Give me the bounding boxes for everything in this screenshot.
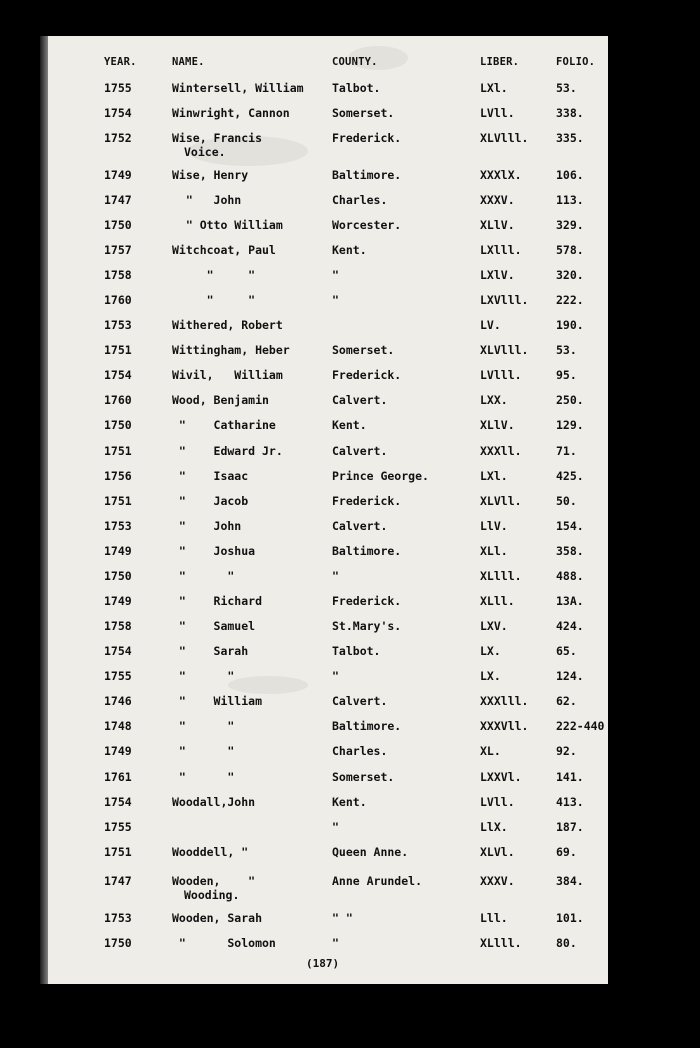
table-row: [48, 569, 608, 591]
cell-county: ": [332, 268, 339, 282]
table-row: [48, 268, 608, 290]
ledger-page: [48, 36, 608, 984]
cell-county: Calvert.: [332, 519, 388, 533]
cell-liber: LVll.: [480, 106, 515, 120]
cell-county: Frederick.: [332, 368, 402, 382]
cell-name: " ": [172, 569, 235, 583]
cell-folio: 141.: [556, 770, 584, 784]
header-county: COUNTY.: [332, 56, 378, 68]
cell-liber: XXXV.: [480, 193, 515, 207]
table-row: [48, 218, 608, 240]
cell-year: 1751: [104, 494, 132, 508]
cell-name: Woodall,John: [172, 795, 256, 809]
cell-folio: 187.: [556, 820, 584, 834]
table-row: [48, 845, 608, 867]
cell-county: Kent.: [332, 795, 367, 809]
cell-county: Baltimore.: [332, 544, 402, 558]
cell-folio: 413.: [556, 795, 584, 809]
cell-folio: 424.: [556, 619, 584, 633]
table-row: [48, 519, 608, 541]
cell-name: Wittingham, Heber: [172, 343, 290, 357]
cell-folio: 124.: [556, 669, 584, 683]
cell-name: " John: [172, 193, 242, 207]
cell-year: 1750: [104, 936, 132, 950]
cell-liber: XLll.: [480, 594, 515, 608]
cell-folio: 488.: [556, 569, 584, 583]
cell-folio: 80.: [556, 936, 577, 950]
cell-liber: XL.: [480, 744, 501, 758]
table-row: [48, 544, 608, 566]
cell-liber: Lll.: [480, 911, 508, 925]
cell-year: 1748: [104, 719, 132, 733]
cell-year: 1749: [104, 168, 132, 182]
table-row: [48, 193, 608, 215]
cell-folio: 129.: [556, 418, 584, 432]
cell-liber: LXlV.: [480, 268, 515, 282]
cell-name: Wise, Henry: [172, 168, 249, 182]
cell-year: 1760: [104, 293, 132, 307]
cell-liber: XLlV.: [480, 218, 515, 232]
cell-folio: 250.: [556, 393, 584, 407]
cell-county: St.Mary's.: [332, 619, 402, 633]
cell-name: " Solomon: [172, 936, 276, 950]
cell-name: Wooden, " Wooding.: [172, 874, 256, 902]
table-row: [48, 911, 608, 933]
cell-liber: LXX.: [480, 393, 508, 407]
cell-county: Calvert.: [332, 393, 388, 407]
cell-year: 1760: [104, 393, 132, 407]
cell-year: 1755: [104, 81, 132, 95]
cell-county: Somerset.: [332, 343, 395, 357]
cell-year: 1754: [104, 106, 132, 120]
cell-year: 1750: [104, 569, 132, 583]
cell-name: " Joshua: [172, 544, 256, 558]
cell-folio: 62.: [556, 694, 577, 708]
cell-name: " ": [172, 293, 256, 307]
cell-year: 1754: [104, 795, 132, 809]
cell-year: 1758: [104, 619, 132, 633]
cell-county: Talbot.: [332, 81, 381, 95]
cell-name: [172, 820, 184, 834]
cell-county: Baltimore.: [332, 719, 402, 733]
cell-name: " ": [172, 770, 235, 784]
table-row: [48, 594, 608, 616]
cell-year: 1751: [104, 845, 132, 859]
table-row: [48, 494, 608, 516]
cell-name: Wooden, Sarah: [172, 911, 263, 925]
cell-folio: 222-440: [556, 719, 605, 733]
cell-year: 1753: [104, 318, 132, 332]
cell-county: Kent.: [332, 243, 367, 257]
cell-year: 1758: [104, 268, 132, 282]
cell-folio: 69.: [556, 845, 577, 859]
cell-county: Somerset.: [332, 770, 395, 784]
cell-county: Talbot.: [332, 644, 381, 658]
cell-liber: XLVl.: [480, 845, 515, 859]
cell-liber: LX.: [480, 669, 501, 683]
table-row: [48, 874, 608, 902]
cell-liber: XLVll.: [480, 494, 522, 508]
cell-liber: XLlll.: [480, 936, 522, 950]
cell-year: 1750: [104, 218, 132, 232]
cell-county: Worcester.: [332, 218, 402, 232]
cell-liber: XLlll.: [480, 569, 522, 583]
cell-liber: LXlll.: [480, 243, 522, 257]
cell-liber: LX.: [480, 644, 501, 658]
cell-name: Wood, Benjamin: [172, 393, 269, 407]
cell-folio: 384.: [556, 874, 584, 888]
cell-folio: 190.: [556, 318, 584, 332]
cell-name: " ": [172, 744, 235, 758]
cell-county: Frederick.: [332, 594, 402, 608]
cell-name: " John: [172, 519, 242, 533]
header-folio: FOLIO.: [556, 56, 596, 68]
cell-folio: 329.: [556, 218, 584, 232]
cell-county: Frederick.: [332, 131, 402, 145]
cell-name: Witchcoat, Paul: [172, 243, 276, 257]
cell-liber: XLlV.: [480, 418, 515, 432]
cell-folio: 53.: [556, 343, 577, 357]
cell-liber: LXVlll.: [480, 293, 529, 307]
cell-folio: 95.: [556, 368, 577, 382]
cell-name: Wintersell, William: [172, 81, 304, 95]
cell-liber: XXXll.: [480, 444, 522, 458]
cell-name: " Catharine: [172, 418, 276, 432]
cell-folio: 71.: [556, 444, 577, 458]
cell-name: " Otto William: [172, 218, 283, 232]
cell-folio: 50.: [556, 494, 577, 508]
table-row: [48, 469, 608, 491]
table-row: [48, 444, 608, 466]
cell-folio: 106.: [556, 168, 584, 182]
cell-name: " Richard: [172, 594, 263, 608]
cell-name: Wise, Francis Voice.: [172, 131, 263, 159]
cell-folio: 101.: [556, 911, 584, 925]
cell-year: 1757: [104, 243, 132, 257]
cell-liber: XLl.: [480, 544, 508, 558]
cell-year: 1747: [104, 874, 132, 888]
cell-county: Prince George.: [332, 469, 429, 483]
cell-name: " Samuel: [172, 619, 256, 633]
cell-liber: LXV.: [480, 619, 508, 633]
cell-county: ": [332, 569, 339, 583]
cell-year: 1749: [104, 744, 132, 758]
cell-liber: XLVlll.: [480, 343, 529, 357]
cell-county: Queen Anne.: [332, 845, 409, 859]
table-row: [48, 770, 608, 792]
cell-liber: LXXVl.: [480, 770, 522, 784]
cell-liber: XXXlX.: [480, 168, 522, 182]
table-row: [48, 418, 608, 440]
cell-year: 1755: [104, 820, 132, 834]
table-row: [48, 318, 608, 340]
cell-year: 1747: [104, 193, 132, 207]
cell-year: 1761: [104, 770, 132, 784]
cell-folio: 358.: [556, 544, 584, 558]
table-row: [48, 293, 608, 315]
cell-name: Winwright, Cannon: [172, 106, 290, 120]
cell-year: 1753: [104, 519, 132, 533]
cell-name: " William: [172, 694, 263, 708]
header-name: NAME.: [172, 56, 205, 68]
cell-county: Charles.: [332, 744, 388, 758]
table-row: [48, 820, 608, 842]
cell-folio: 113.: [556, 193, 584, 207]
cell-folio: 578.: [556, 243, 584, 257]
table-row: [48, 719, 608, 741]
cell-liber: LVlll.: [480, 368, 522, 382]
cell-liber: XLVlll.: [480, 131, 529, 145]
cell-county: Charles.: [332, 193, 388, 207]
cell-name-continuation: Wooding.: [184, 888, 240, 902]
cell-year: 1754: [104, 368, 132, 382]
header-year: YEAR.: [104, 56, 137, 68]
cell-year: 1755: [104, 669, 132, 683]
cell-name: Wivil, William: [172, 368, 283, 382]
cell-county: ": [332, 936, 339, 950]
table-row: [48, 168, 608, 190]
cell-county: ": [332, 820, 339, 834]
table-row: [48, 81, 608, 103]
cell-county: Baltimore.: [332, 168, 402, 182]
cell-county: Kent.: [332, 418, 367, 432]
cell-folio: 222.: [556, 293, 584, 307]
cell-liber: XXXlll.: [480, 694, 529, 708]
table-row: [48, 106, 608, 128]
cell-name: " ": [172, 719, 235, 733]
cell-county: ": [332, 293, 339, 307]
table-row: [48, 795, 608, 817]
cell-county: ": [332, 669, 339, 683]
cell-liber: XXXV.: [480, 874, 515, 888]
cell-liber: LVll.: [480, 795, 515, 809]
cell-year: 1746: [104, 694, 132, 708]
cell-name: " Isaac: [172, 469, 249, 483]
cell-name: Wooddell, ": [172, 845, 249, 859]
cell-year: 1752: [104, 131, 132, 145]
cell-liber: XXXVll.: [480, 719, 529, 733]
cell-year: 1754: [104, 644, 132, 658]
cell-name: Withered, Robert: [172, 318, 283, 332]
table-row: [48, 694, 608, 716]
cell-liber: LlV.: [480, 519, 508, 533]
cell-folio: 53.: [556, 81, 577, 95]
cell-year: 1749: [104, 594, 132, 608]
cell-county: " ": [332, 911, 353, 925]
cell-name: " ": [172, 669, 235, 683]
cell-name: " Edward Jr.: [172, 444, 283, 458]
cell-name: " Sarah: [172, 644, 249, 658]
cell-liber: LV.: [480, 318, 501, 332]
table-row: [48, 343, 608, 365]
header-liber: LIBER.: [480, 56, 520, 68]
cell-county: Anne Arundel.: [332, 874, 423, 888]
cell-year: 1751: [104, 343, 132, 357]
cell-year: 1753: [104, 911, 132, 925]
cell-liber: LXl.: [480, 81, 508, 95]
cell-liber: LXl.: [480, 469, 508, 483]
cell-name: " ": [172, 268, 256, 282]
cell-folio: 425.: [556, 469, 584, 483]
table-row: [48, 619, 608, 641]
cell-year: 1751: [104, 444, 132, 458]
cell-liber: LlX.: [480, 820, 508, 834]
cell-folio: 320.: [556, 268, 584, 282]
table-row: [48, 644, 608, 666]
cell-folio: 338.: [556, 106, 584, 120]
cell-folio: 154.: [556, 519, 584, 533]
cell-county: Calvert.: [332, 694, 388, 708]
cell-year: 1750: [104, 418, 132, 432]
cell-year: 1756: [104, 469, 132, 483]
record-list: [48, 36, 608, 984]
table-row: [48, 744, 608, 766]
cell-county: Frederick.: [332, 494, 402, 508]
table-row: [48, 936, 608, 958]
table-row: [48, 393, 608, 415]
table-row: [48, 669, 608, 691]
cell-folio: 92.: [556, 744, 577, 758]
cell-folio: 335.: [556, 131, 584, 145]
cell-folio: 65.: [556, 644, 577, 658]
cell-year: 1749: [104, 544, 132, 558]
table-row: [48, 131, 608, 159]
table-row: [48, 368, 608, 390]
cell-name: " Jacob: [172, 494, 249, 508]
cell-name-continuation: Voice.: [184, 145, 226, 159]
cell-county: Somerset.: [332, 106, 395, 120]
table-row: [48, 243, 608, 265]
cell-county: Calvert.: [332, 444, 388, 458]
page-number: (187): [306, 957, 340, 970]
cell-folio: 13A.: [556, 594, 584, 608]
